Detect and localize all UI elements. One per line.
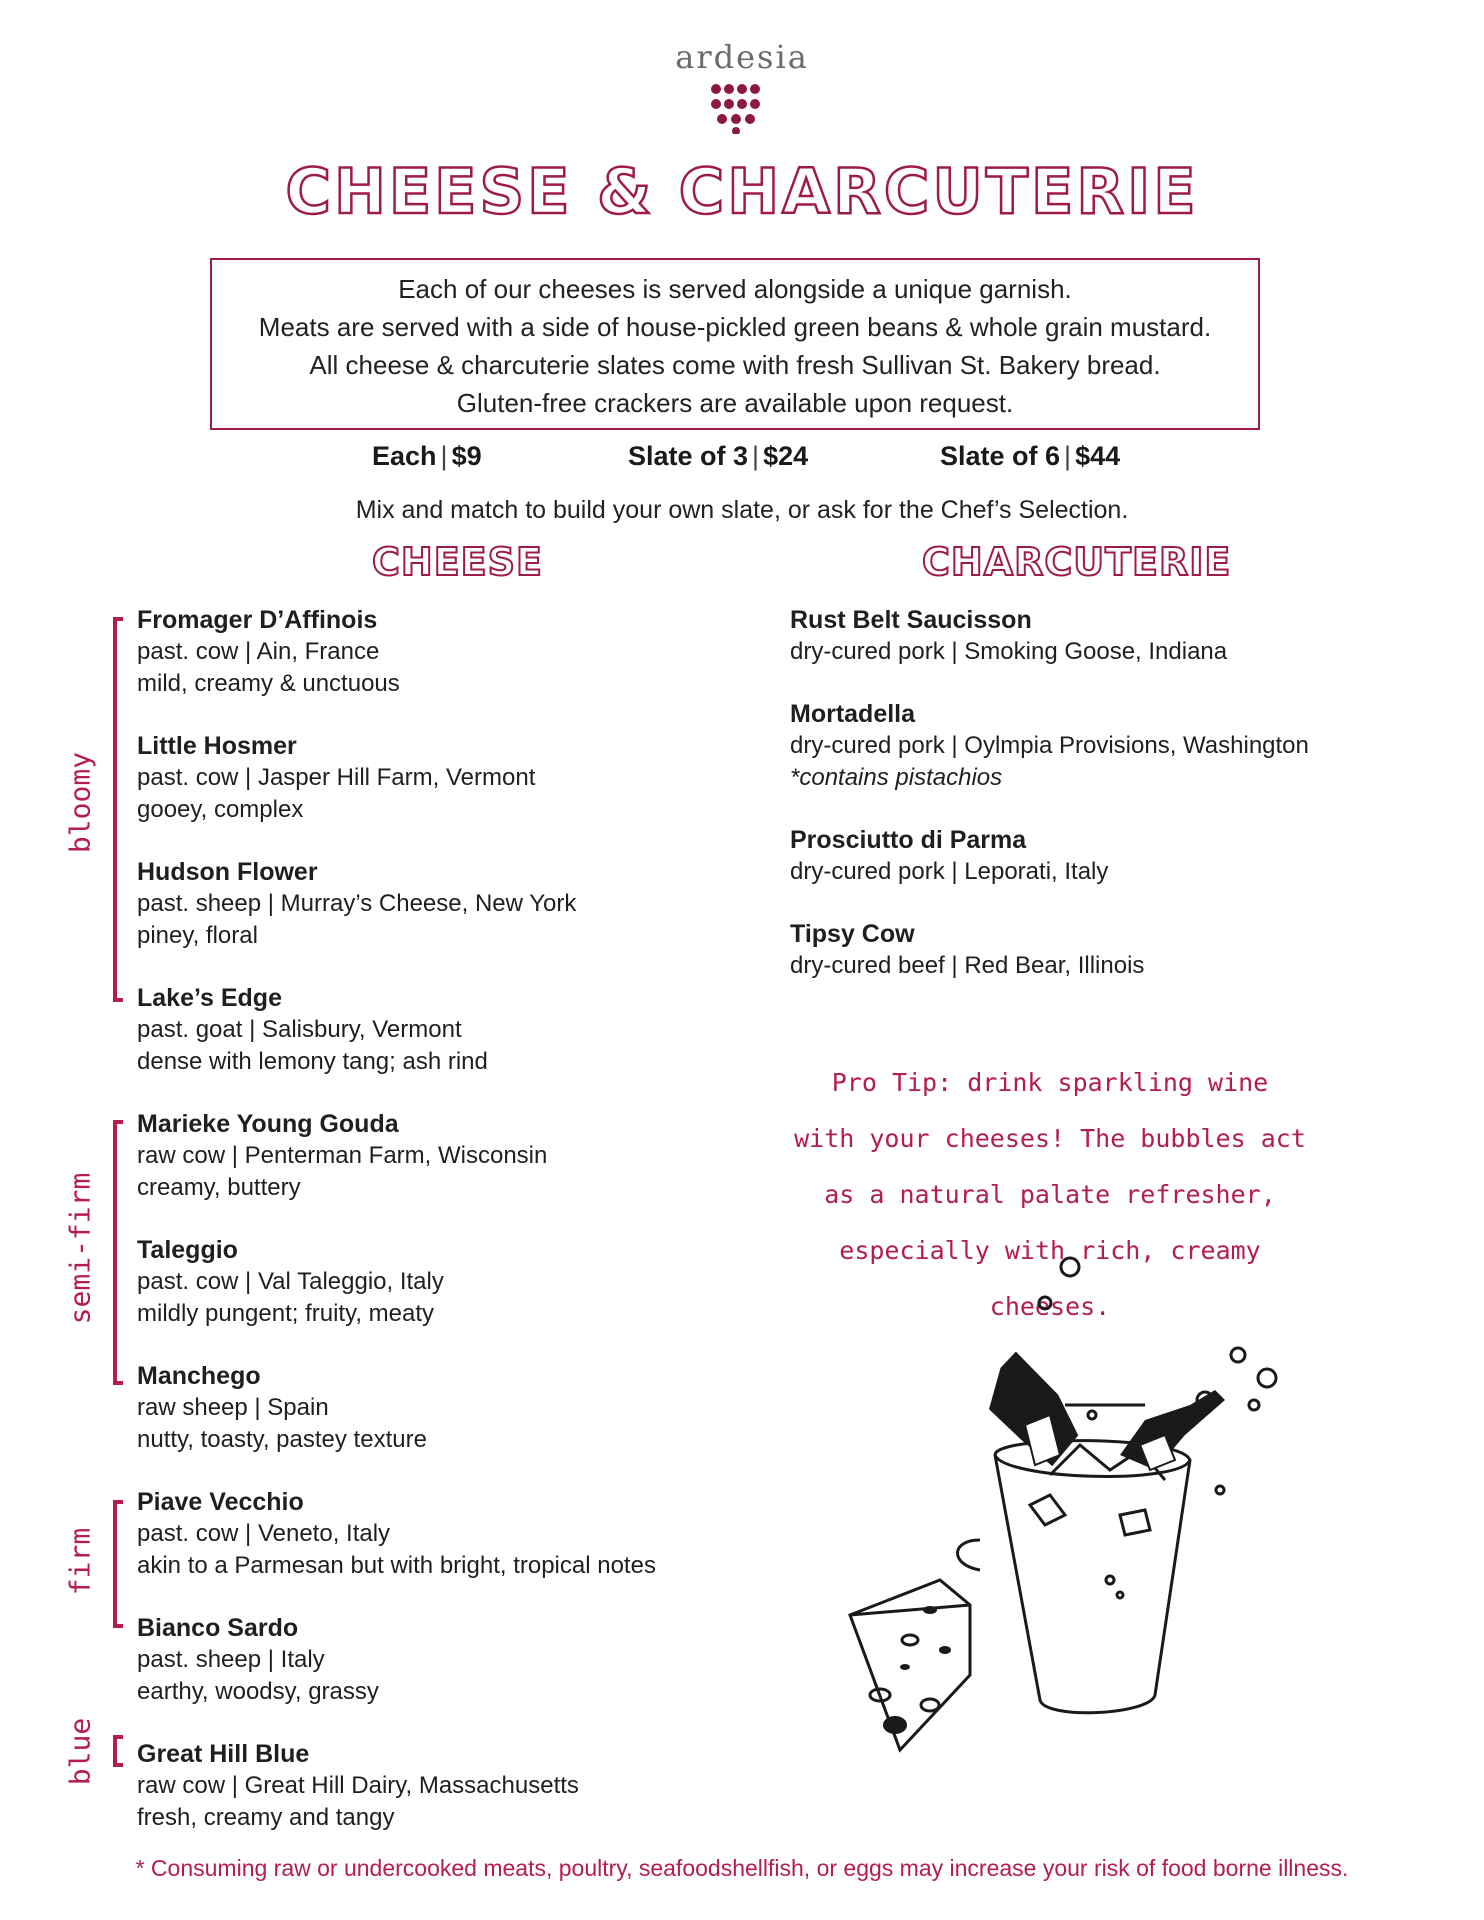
item-origin: past. cow | Jasper Hill Farm, Vermont <box>137 764 536 791</box>
item-name: Lake’s Edge <box>137 984 282 1012</box>
item-name: Fromager D’Affinois <box>137 606 378 634</box>
category-semi-firm: semi-firm <box>63 1172 97 1325</box>
logo-dots-icon <box>0 84 1484 134</box>
item-name: Taleggio <box>137 1236 238 1264</box>
pro-tip-line: as a natural palate refresher, <box>824 1180 1276 1209</box>
charcuterie-item <box>790 698 1309 794</box>
bracket-bloomy <box>113 617 123 1002</box>
item-origin: past. sheep | Murray’s Cheese, New York <box>137 890 577 917</box>
price-each: Each | $9 <box>372 441 482 471</box>
pricing-row <box>0 441 1484 481</box>
cheese-item <box>137 856 576 952</box>
intro-line: Gluten-free crackers are available upon request. <box>456 388 1014 418</box>
charcuterie-heading: CHARCUTERIE <box>922 540 1232 584</box>
price-value: $44 <box>1075 441 1121 471</box>
price-label: Slate of 6 <box>940 441 1061 471</box>
item-name: Great Hill Blue <box>137 1740 310 1768</box>
item-origin: raw cow | Penterman Farm, Wisconsin <box>137 1142 548 1169</box>
item-desc: fresh, creamy and tangy <box>137 1804 395 1831</box>
item-desc: akin to a Parmesan but with bright, tropical notes <box>137 1552 656 1579</box>
item-origin: raw sheep | Spain <box>137 1394 329 1421</box>
intro-box <box>210 258 1260 430</box>
item-desc: gooey, complex <box>137 796 304 823</box>
charcuterie-item <box>790 824 1108 888</box>
pro-tip-line: Pro Tip: drink sparkling wine <box>831 1068 1269 1097</box>
cheese-item <box>137 1738 579 1834</box>
page-title: CHEESE & CHARCUTERIE <box>285 155 1199 228</box>
item-origin: past. cow | Veneto, Italy <box>137 1520 391 1547</box>
price-slate-3: Slate of 3 | $24 <box>628 441 809 471</box>
charcuterie-item <box>790 604 1227 668</box>
footer-disclaimer: * Consuming raw or undercooked meats, poultry, seafoodshellfish, or eggs may increase your risk of food borne illness. <box>135 1855 1349 1881</box>
bracket-semi-firm <box>113 1120 123 1385</box>
item-origin: past. goat | Salisbury, Vermont <box>137 1016 462 1043</box>
item-desc: mild, creamy & unctuous <box>137 670 400 697</box>
charcuterie-item <box>790 918 1144 982</box>
champagne-bucket-illustration <box>820 1255 1330 1785</box>
item-name: Mortadella <box>790 700 916 728</box>
category-firm: firm <box>63 1527 97 1596</box>
price-label: Each <box>372 441 437 471</box>
item-desc: nutty, toasty, pastey texture <box>137 1426 427 1453</box>
item-origin: past. cow | Val Taleggio, Italy <box>137 1268 444 1295</box>
item-origin: dry-cured pork | Smoking Goose, Indiana <box>790 638 1228 665</box>
item-origin: past. cow | Ain, France <box>137 638 380 665</box>
item-desc: piney, floral <box>137 922 258 949</box>
cheese-item <box>137 1108 547 1204</box>
pro-tip-line: with your cheeses! The bubbles act <box>794 1124 1306 1153</box>
price-slate-6: Slate of 6 | $44 <box>940 441 1121 471</box>
mix-note: Mix and match to build your own slate, or ask for the Chef’s Selection. <box>355 496 1129 524</box>
item-name: Rust Belt Saucisson <box>790 606 1032 634</box>
item-origin: past. sheep | Italy <box>137 1646 325 1673</box>
cheese-item <box>137 982 488 1078</box>
item-origin: dry-cured beef | Red Bear, Illinois <box>790 952 1145 979</box>
price-value: $24 <box>763 441 809 471</box>
item-origin: dry-cured pork | Leporati, Italy <box>790 858 1109 885</box>
bracket-firm <box>113 1500 123 1628</box>
cheese-item <box>137 1612 379 1708</box>
item-desc: dense with lemony tang; ash rind <box>137 1048 488 1075</box>
category-bloomy: bloomy <box>63 751 97 854</box>
bracket-blue <box>113 1735 123 1767</box>
cheese-item <box>137 1486 656 1582</box>
intro-line: Meats are served with a side of house-pickled green beans & whole grain mustard. <box>258 312 1212 342</box>
item-name: Hudson Flower <box>137 858 318 886</box>
cheese-item <box>137 1360 427 1456</box>
item-desc: earthy, woodsy, grassy <box>137 1678 379 1705</box>
item-name: Little Hosmer <box>137 732 297 760</box>
cheese-item <box>137 1234 444 1330</box>
item-name: Manchego <box>137 1362 261 1390</box>
item-desc: mildly pungent; fruity, meaty <box>137 1300 435 1327</box>
item-note: *contains pistachios <box>790 764 1003 791</box>
pro-tip-line: especially with rich, creamy cheeses. <box>839 1236 1261 1321</box>
item-desc: creamy, buttery <box>137 1174 301 1201</box>
item-name: Tipsy Cow <box>790 920 915 948</box>
item-name: Piave Vecchio <box>137 1488 304 1516</box>
item-name: Bianco Sardo <box>137 1614 299 1642</box>
cheese-item <box>137 730 535 826</box>
price-value: $9 <box>451 441 482 471</box>
brand-name: ardesia <box>675 38 809 76</box>
item-name: Prosciutto di Parma <box>790 826 1027 854</box>
price-label: Slate of 3 <box>628 441 749 471</box>
intro-line: All cheese & charcuterie slates come with fresh Sullivan St. Bakery bread. <box>309 350 1161 380</box>
item-name: Marieke Young Gouda <box>137 1110 399 1138</box>
intro-line: Each of our cheeses is served alongside a unique garnish. <box>398 274 1072 304</box>
category-blue: blue <box>63 1717 97 1786</box>
item-origin: dry-cured pork | Oylmpia Provisions, Washington <box>790 732 1309 759</box>
cheese-item <box>137 604 400 700</box>
item-origin: raw cow | Great Hill Dairy, Massachusetts <box>137 1772 579 1799</box>
cheese-heading: CHEESE <box>372 540 543 584</box>
